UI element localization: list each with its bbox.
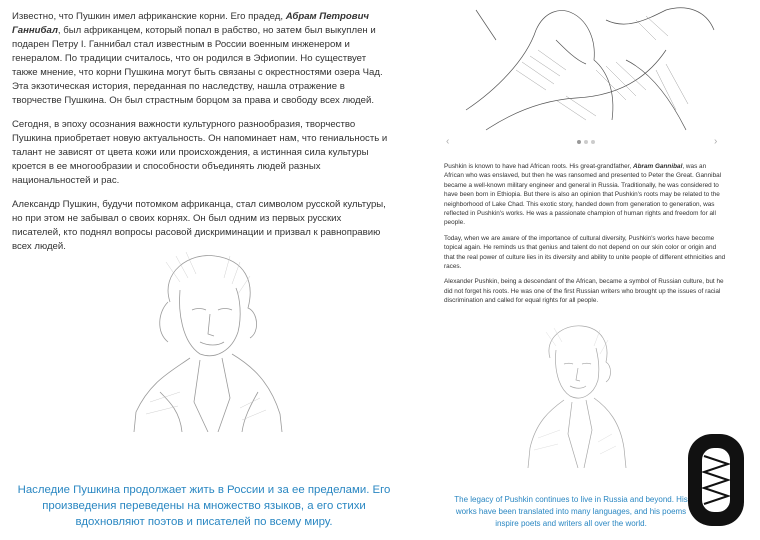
russian-p1-end: , был африканцем, который попал в рабство, но затем был выкуплен и подарен Петру I. Ганнибал стал известным в России военным инженером и генералом. По традиции считалось, что он родился в Эфиопии. Но существует также мнение, что корни Пушкина могут быть связаны с окрестностями озера Чад. Эта экзотическая история, переданная по наследству, нашла отражение в творчестве Пушкина. Он был страстным борцом за права и свободу всех людей.: [12, 25, 383, 106]
russian-paragraph-2: Сегодня, в эпоху осознания важности культурного разнообразия, творчество Пушкина приобретает новую актуальность. Он напоминает нам, что гениальность и талант не зависят от цвета кожи или происхождения, а истинная сила культуры кроется в ее многообразии и способности объединять людей разных национальностей и рас.: [12, 119, 388, 186]
english-paragraph-2: Today, when we are aware of the importance of cultural diversity, Pushkin's works have become topical again. He reminds us that genius and talent do not depend on our skin color or origin and that the real power of culture lies in its diversity and ability to unite people of different ethnicities and races.: [444, 234, 726, 271]
english-p1-end: , was an African who was enslaved, but then he was ransomed and presented to Peter the Great. Gannibal became a well-known military engineer and general in Russia. Traditionally, he was considered to have been born in Ethiopia. But there is also an opinion that Pushkin's roots may be related to the neighborhood of Lake Chad. This exotic story, handed down from generation to generation, was reflected in Pushkin's works. He was a passionate champion of human rights and freedom for all people.: [444, 163, 722, 227]
english-paragraph-1: [444, 162, 726, 228]
brand-logo-icon: [688, 434, 744, 526]
pushkin-portrait-sketch: [120, 242, 290, 432]
english-legacy-text: The legacy of Pushkin continues to live in Russia and beyond. His works have been translated into many languages, and his poems inspire poets and writers all over the world.: [454, 495, 688, 528]
russian-paragraph-3: Александр Пушкин, будучи потомком африканца, стал символом русской культуры, но при этом не забывал о своих корнях. Он был одним из первых русских писателей, кто поднял вопросы расовой дискриминации и призвал к равноправию всех людей.: [12, 199, 386, 252]
russian-legacy-text: Наследие Пушкина продолжает жить в России и за ее пределами. Его произведения переведены на множество языков, а его стихи вдохновляют поэтов и писателей по всему миру.: [17, 484, 391, 528]
english-gannibal-name: Abram Gannibal: [632, 163, 683, 170]
english-text-block: [444, 162, 726, 312]
russian-paragraph-1: [12, 10, 390, 108]
english-p1-start: Pushkin is known to have had African roots. His great-grandfather,: [444, 163, 633, 170]
russian-text-block: [12, 10, 390, 264]
russian-gannibal-name: Абрам Петрович Ганнибал: [12, 11, 370, 36]
carousel-prev-arrow[interactable]: ‹: [446, 136, 450, 147]
carousel-next-arrow[interactable]: ›: [714, 136, 718, 147]
english-paragraph-3: Alexander Pushkin, being a descendant of the African, became a symbol of Russian culture, but he did not forget his roots. He was one of the first Russian writers who brought up the issues of racial discrimination and called for equal rights for all people.: [444, 278, 724, 305]
pushkin-portrait-sketch-small: [520, 318, 630, 468]
russian-p1-start: Известно, что Пушкин имел африканские корни. Его прадед,: [12, 11, 286, 22]
